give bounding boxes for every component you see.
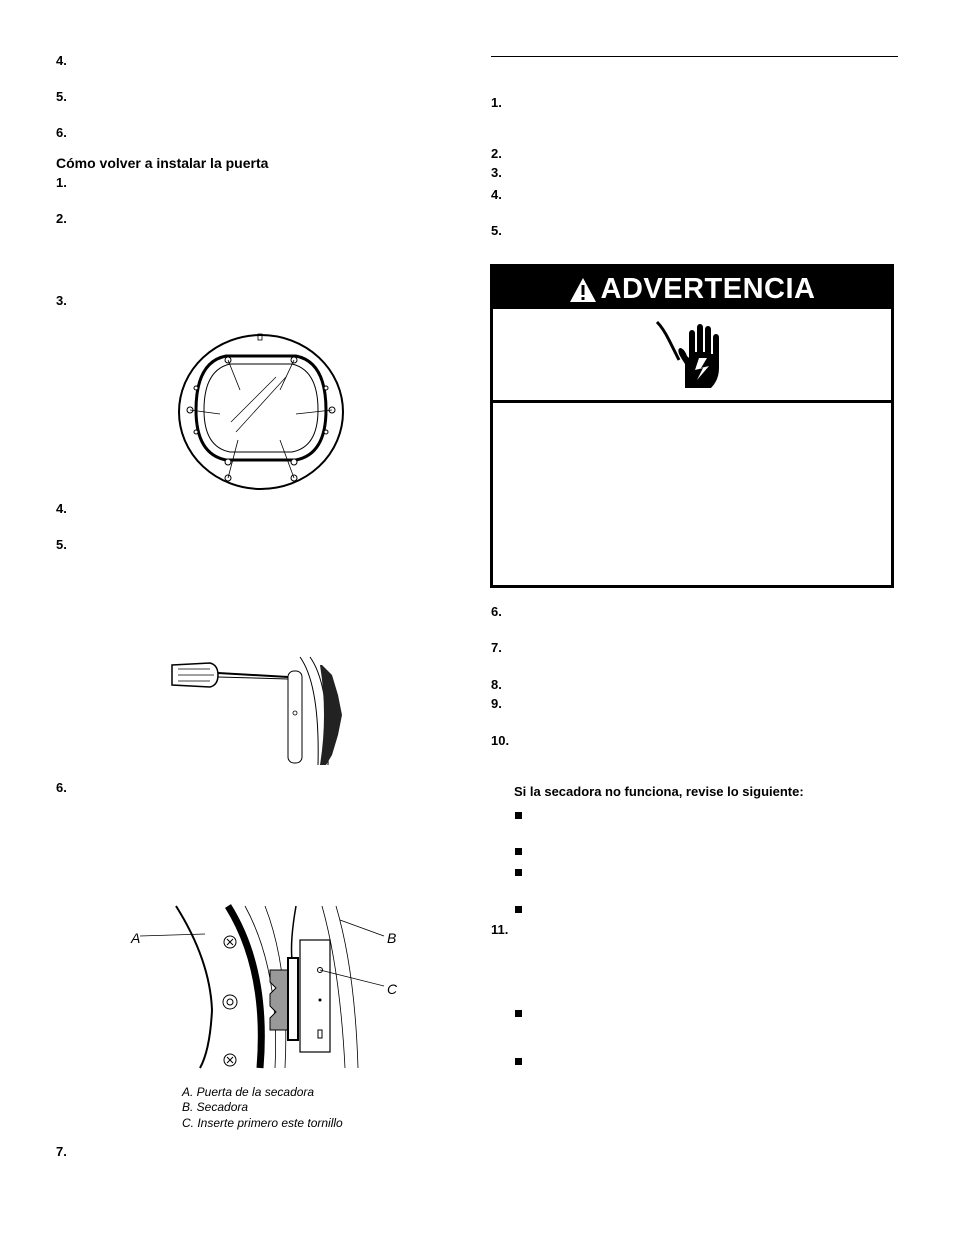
step-number: 10.	[491, 733, 510, 748]
step-number: 4.	[56, 501, 67, 516]
step-number: 9.	[491, 696, 502, 711]
step-number: 3.	[56, 293, 67, 308]
hinge-figure	[140, 900, 390, 1072]
step-number: 6.	[56, 125, 67, 140]
warning-box	[490, 264, 894, 588]
door-glass-figure	[176, 332, 346, 492]
step-number: 1.	[491, 95, 502, 110]
bullet	[515, 1010, 522, 1017]
step-number: 7.	[491, 640, 502, 655]
step-number: 2.	[491, 146, 502, 161]
section-rule	[491, 56, 898, 57]
figure-caption: C. Inserte primero este tornillo	[182, 1116, 343, 1130]
figure-caption: B. Secadora	[182, 1100, 249, 1114]
step-number: 2.	[56, 211, 67, 226]
step-number: 6.	[56, 780, 67, 795]
figure-label-b: B	[387, 930, 397, 946]
check-heading: Si la secadora no funciona, revise lo siguiente:	[514, 784, 804, 799]
warning-title: ADVERTENCIA	[600, 273, 816, 305]
step-number: 3.	[491, 165, 502, 180]
section-heading: Cómo volver a instalar la puerta	[56, 155, 269, 171]
step-number: 6.	[491, 604, 502, 619]
figure-caption: A. Puerta de la secadora	[182, 1085, 315, 1099]
figure-label-c: C	[387, 981, 398, 997]
step-number: 11.	[491, 922, 509, 937]
electrical-shock-hand-icon	[651, 318, 723, 390]
step-number: 5.	[56, 537, 67, 552]
step-number: 8.	[491, 677, 502, 692]
bullet	[515, 869, 522, 876]
bullet	[515, 906, 522, 913]
step-number: 5.	[56, 89, 67, 104]
step-number: 4.	[56, 53, 67, 68]
step-number: 1.	[56, 175, 67, 190]
bullet	[515, 1058, 522, 1065]
step-number: 7.	[56, 1144, 67, 1159]
warning-triangle-icon	[569, 277, 597, 303]
step-number: 5.	[491, 223, 502, 238]
figure-label-a: A	[131, 930, 141, 946]
bullet	[515, 848, 522, 855]
warning-header	[493, 267, 891, 309]
bullet	[515, 812, 522, 819]
screwdriver-figure	[170, 655, 350, 770]
warning-divider	[493, 400, 891, 403]
step-number: 4.	[491, 187, 502, 202]
